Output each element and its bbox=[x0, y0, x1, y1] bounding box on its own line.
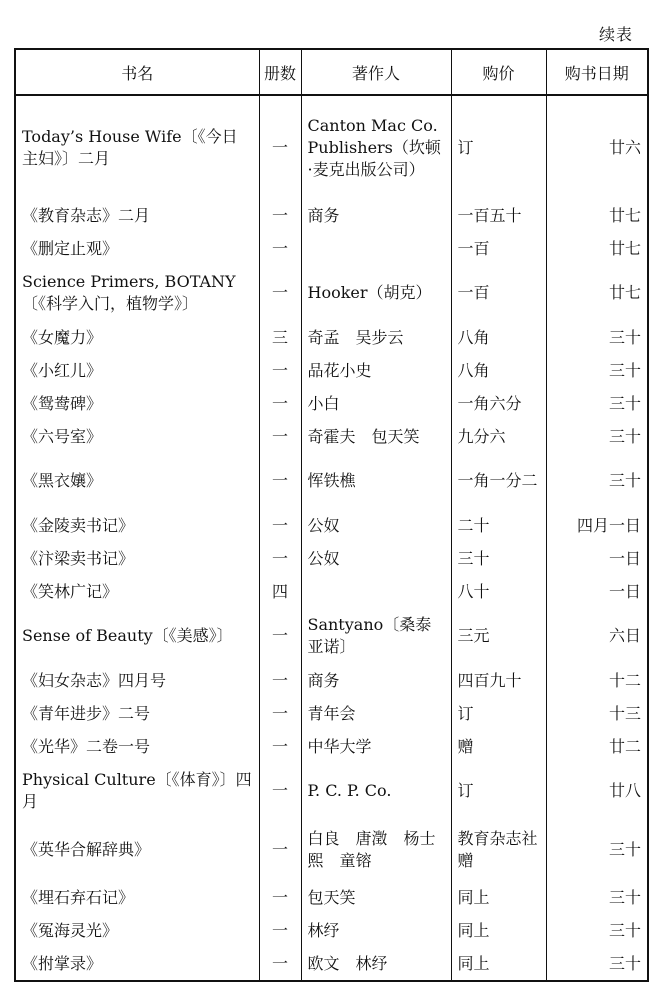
table-row bbox=[15, 730, 648, 763]
cell-price: 订 bbox=[451, 697, 546, 730]
cell-author: 青年会 bbox=[301, 697, 451, 730]
cell-date: 四月一日 bbox=[546, 509, 648, 542]
cell-date: 一日 bbox=[546, 542, 648, 575]
cell-price: 一百 bbox=[451, 265, 546, 321]
cell-title: 《青年进步》二号 bbox=[15, 697, 259, 730]
cell-date: 廿八 bbox=[546, 763, 648, 819]
cell-author: 林纾 bbox=[301, 914, 451, 947]
cell-author bbox=[301, 575, 451, 608]
cell-volumes: 一 bbox=[259, 199, 301, 232]
table-row bbox=[15, 199, 648, 232]
cell-author: 公奴 bbox=[301, 542, 451, 575]
table-row bbox=[15, 232, 648, 265]
cell-date: 三十 bbox=[546, 881, 648, 914]
cell-author: P. C. P. Co. bbox=[301, 763, 451, 819]
cell-price: 订 bbox=[451, 95, 546, 199]
cell-price: 二十 bbox=[451, 509, 546, 542]
cell-title: 《笑林广记》 bbox=[15, 575, 259, 608]
cell-author: 奇孟 吴步云 bbox=[301, 321, 451, 354]
cell-author: 恽铁樵 bbox=[301, 453, 451, 509]
cell-price: 一百五十 bbox=[451, 199, 546, 232]
cell-author: 品花小史 bbox=[301, 354, 451, 387]
cell-author: 商务 bbox=[301, 199, 451, 232]
cell-title: 《女魔力》 bbox=[15, 321, 259, 354]
cell-date: 十二 bbox=[546, 664, 648, 697]
cell-date: 廿七 bbox=[546, 232, 648, 265]
table-row bbox=[15, 608, 648, 664]
cell-price: 八角 bbox=[451, 321, 546, 354]
cell-title: 《拊掌录》 bbox=[15, 947, 259, 981]
cell-title: 《汴梁卖书记》 bbox=[15, 542, 259, 575]
cell-volumes: 一 bbox=[259, 542, 301, 575]
header-date: 购书日期 bbox=[546, 49, 648, 95]
cell-author: 商务 bbox=[301, 664, 451, 697]
cell-date: 三十 bbox=[546, 819, 648, 881]
cell-title: Today’s House Wife〔《今日主妇》〕二月 bbox=[15, 95, 259, 199]
cell-date: 十三 bbox=[546, 697, 648, 730]
cell-date: 三十 bbox=[546, 420, 648, 453]
cell-volumes: 一 bbox=[259, 763, 301, 819]
cell-volumes: 一 bbox=[259, 265, 301, 321]
table-row bbox=[15, 265, 648, 321]
cell-date: 六日 bbox=[546, 608, 648, 664]
cell-date: 三十 bbox=[546, 387, 648, 420]
cell-title: 《英华合解辞典》 bbox=[15, 819, 259, 881]
cell-title: 《光华》二卷一号 bbox=[15, 730, 259, 763]
cell-title: 《黑衣孃》 bbox=[15, 453, 259, 509]
cell-volumes: 一 bbox=[259, 664, 301, 697]
table-row bbox=[15, 95, 648, 199]
header-title: 书名 bbox=[15, 49, 259, 95]
cell-author bbox=[301, 232, 451, 265]
cell-author: 小白 bbox=[301, 387, 451, 420]
cell-price: 赠 bbox=[451, 730, 546, 763]
book-purchase-table bbox=[14, 48, 649, 982]
cell-date: 三十 bbox=[546, 453, 648, 509]
cell-volumes: 一 bbox=[259, 819, 301, 881]
cell-author: Santyano〔桑泰亚诺〕 bbox=[301, 608, 451, 664]
cell-price: 三元 bbox=[451, 608, 546, 664]
cell-author: Canton Mac Co. Publishers（坎顿·麦克出版公司） bbox=[301, 95, 451, 199]
header-volumes: 册数 bbox=[259, 49, 301, 95]
cell-price: 八角 bbox=[451, 354, 546, 387]
cell-date: 三十 bbox=[546, 947, 648, 981]
cell-date: 三十 bbox=[546, 914, 648, 947]
cell-author: 中华大学 bbox=[301, 730, 451, 763]
cell-date: 三十 bbox=[546, 321, 648, 354]
header-price: 购价 bbox=[451, 49, 546, 95]
cell-price: 一角一分二 bbox=[451, 453, 546, 509]
cell-title: 《鸳鸯碑》 bbox=[15, 387, 259, 420]
cell-title: 《冤海灵光》 bbox=[15, 914, 259, 947]
cell-price: 一百 bbox=[451, 232, 546, 265]
cell-volumes: 一 bbox=[259, 608, 301, 664]
header-author: 著作人 bbox=[301, 49, 451, 95]
table-row bbox=[15, 914, 648, 947]
cell-date: 廿七 bbox=[546, 265, 648, 321]
cell-author: 白良 唐澂 杨士熙 童镕 bbox=[301, 819, 451, 881]
table-row bbox=[15, 509, 648, 542]
cell-price: 四百九十 bbox=[451, 664, 546, 697]
table-row bbox=[15, 881, 648, 914]
cell-author: Hooker（胡克） bbox=[301, 265, 451, 321]
cell-volumes: 一 bbox=[259, 914, 301, 947]
cell-title: 《教育杂志》二月 bbox=[15, 199, 259, 232]
cell-author: 奇霍夫 包天笑 bbox=[301, 420, 451, 453]
cell-title: 《埋石弃石记》 bbox=[15, 881, 259, 914]
cell-volumes: 一 bbox=[259, 730, 301, 763]
cell-volumes: 一 bbox=[259, 453, 301, 509]
table-row bbox=[15, 453, 648, 509]
table-row bbox=[15, 575, 648, 608]
cell-volumes: 一 bbox=[259, 354, 301, 387]
table-row bbox=[15, 819, 648, 881]
table-row bbox=[15, 947, 648, 981]
cell-title: Sense of Beauty〔《美感》〕 bbox=[15, 608, 259, 664]
cell-price: 同上 bbox=[451, 881, 546, 914]
cell-price: 三十 bbox=[451, 542, 546, 575]
cell-date: 一日 bbox=[546, 575, 648, 608]
cell-date: 廿二 bbox=[546, 730, 648, 763]
cell-volumes: 一 bbox=[259, 947, 301, 981]
table-row bbox=[15, 664, 648, 697]
cell-volumes: 一 bbox=[259, 509, 301, 542]
cell-date: 廿六 bbox=[546, 95, 648, 199]
cell-title: 《金陵卖书记》 bbox=[15, 509, 259, 542]
cell-price: 一角六分 bbox=[451, 387, 546, 420]
cell-title: 《妇女杂志》四月号 bbox=[15, 664, 259, 697]
cell-title: 《小红儿》 bbox=[15, 354, 259, 387]
cell-volumes: 一 bbox=[259, 697, 301, 730]
cell-price: 九分六 bbox=[451, 420, 546, 453]
table-row bbox=[15, 542, 648, 575]
cell-title: 《删定止观》 bbox=[15, 232, 259, 265]
cell-price: 教育杂志社赠 bbox=[451, 819, 546, 881]
table-row bbox=[15, 763, 648, 819]
cell-volumes: 一 bbox=[259, 95, 301, 199]
cell-volumes: 四 bbox=[259, 575, 301, 608]
table-row bbox=[15, 354, 648, 387]
cell-title: Physical Culture〔《体育》〕四月 bbox=[15, 763, 259, 819]
table-row bbox=[15, 321, 648, 354]
cell-price: 八十 bbox=[451, 575, 546, 608]
cell-date: 廿七 bbox=[546, 199, 648, 232]
cell-title: Science Primers, BOTANY〔《科学入门，植物学》〕 bbox=[15, 265, 259, 321]
cell-volumes: 一 bbox=[259, 232, 301, 265]
cell-author: 包天笑 bbox=[301, 881, 451, 914]
cell-price: 同上 bbox=[451, 947, 546, 981]
cell-title: 《六号室》 bbox=[15, 420, 259, 453]
table-row bbox=[15, 387, 648, 420]
cell-price: 同上 bbox=[451, 914, 546, 947]
cell-author: 公奴 bbox=[301, 509, 451, 542]
cell-volumes: 一 bbox=[259, 420, 301, 453]
cell-author: 欧文 林纾 bbox=[301, 947, 451, 981]
cell-volumes: 一 bbox=[259, 881, 301, 914]
table-row bbox=[15, 697, 648, 730]
table-header-row bbox=[15, 49, 648, 95]
cell-volumes: 一 bbox=[259, 387, 301, 420]
table-continued-caption: 续表 bbox=[598, 25, 633, 44]
cell-date: 三十 bbox=[546, 354, 648, 387]
cell-price: 订 bbox=[451, 763, 546, 819]
table-row bbox=[15, 420, 648, 453]
cell-volumes: 三 bbox=[259, 321, 301, 354]
